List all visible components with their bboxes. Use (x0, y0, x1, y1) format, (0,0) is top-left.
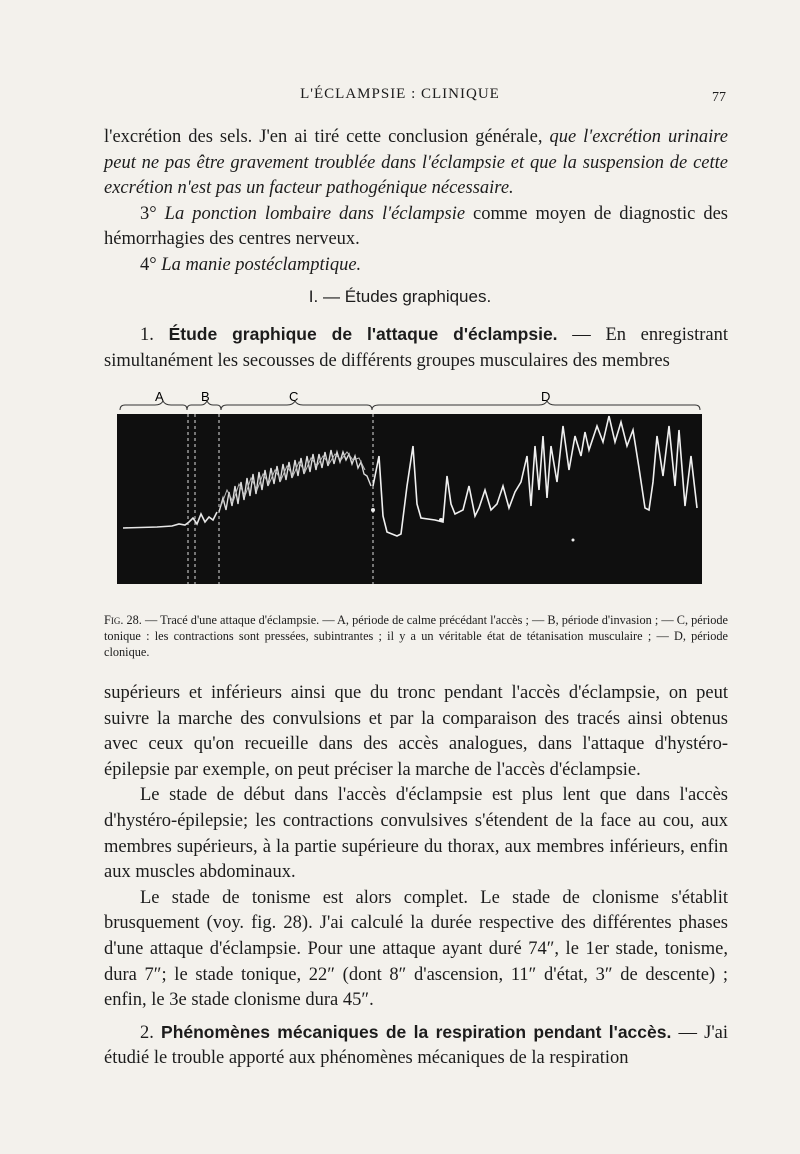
marker-dot (371, 508, 375, 512)
bracket-c (221, 401, 372, 410)
label-c: C (289, 389, 299, 404)
conclusion-italic: que l'excrétion urinaire peut ne pas être gravement troublée dans l'éclampsie et que la suspension de cette excrétion n'est pas un facteur pathogénique nécessaire. (104, 127, 728, 199)
intro-block (104, 125, 728, 279)
page-number: 77 (712, 90, 726, 105)
item-4: 4° La manie postéclamptique. (140, 254, 362, 275)
figure-28 (117, 386, 702, 586)
paragraph-excretion: l'excrétion des sels. J'en ai tiré cette conclusion générale, que l'excrétion urinaire peut ne pas être gravement troublée dans l'éclampsie et que la suspension de cette excrétion n'est pas un facteur pathogénique nécessaire. (104, 127, 728, 199)
marker-dot (572, 539, 575, 542)
caption-text: — Tracé d'une attaque d'éclampsie. — A, période de calme précédant l'accès ; — B, période d'invasion ; — C, période tonique : les contractions sont pressées, subintrantes ; il y a un véritable état de tétanisation musculaire ; — D, période clonique. (104, 613, 729, 659)
paragraph-tonisme: Le stade de tonisme est alors complet. Le stade de clonisme s'établit brusquement (voy. fig. 28). J'ai calculé la durée respective des différentes phases d'une attaque d'éclampsie. Pour une attaque ayant duré 74″, le 1er stade, tonisme, dura 7″; le stade tonique, 22″ (dont 8″ d'ascension, 11″ d'état, 3″ de descente) ; enfin, le 3e stade clonisme dura 45″. (104, 887, 728, 1011)
label-d: D (541, 389, 551, 404)
tracing-chart (117, 386, 702, 586)
item-3: 3° La ponction lombaire dans l'éclampsie comme moyen de diagnostic des hémorrhagies des centres nerveux. (104, 203, 729, 250)
paragraph-comparison: supérieurs et inférieurs ainsi que du tronc pendant l'accès d'éclampsie, on peut suivre la marche des convulsions et par la comparaison des tracés ainsi obtenus avec ceux qu'on recueille dans des accès analogues, dans l'attaque d'hystéro-épilepsie par exemple, on peut préciser la marche de l'accès d'éclampsie. (104, 683, 728, 780)
marker-dot (439, 518, 443, 522)
bracket-d (372, 401, 700, 410)
label-a: A (155, 389, 164, 404)
body-block (104, 681, 728, 1072)
paragraph-debut: Le stade de début dans l'accès d'éclampsie est plus lent que dans l'accès d'hystéro-épilepsie; les contractions convulsives s'étendent de la face au cou, aux membres supérieurs, à la partie supérieure du thorax, aux membres inférieurs, enfin aux muscles abdominaux. (104, 785, 728, 883)
bracket-a (120, 401, 187, 410)
section-heading: I. — Études graphiques. (308, 287, 492, 306)
item-4-italic: La manie postéclamptique. (161, 254, 362, 275)
subsection-1-title: Étude graphique de l'attaque d'éclampsie. (168, 324, 558, 344)
subsection-2-title: Phénomènes mécaniques de la respiration pendant l'accès. (161, 1021, 672, 1042)
caption-label: Fig. 28. (104, 613, 142, 627)
figure-caption (104, 612, 728, 660)
running-head: L'ÉCLAMPSIE : CLINIQUE (300, 86, 500, 102)
item-3-italic: La ponction lombaire dans l'éclampsie (164, 203, 466, 224)
subsection-1: 1. Étude graphique de l'attaque d'éclampsie. — En enregistrant simultanément les secousses de différents groupes musculaires des membres (104, 324, 729, 371)
label-b: B (201, 389, 210, 404)
subsection-2: 2. Phénomènes mécaniques de la respiration pendant l'accès. — J'ai étudié le trouble apporté aux phénomènes mécaniques de la respiration (104, 1021, 729, 1069)
